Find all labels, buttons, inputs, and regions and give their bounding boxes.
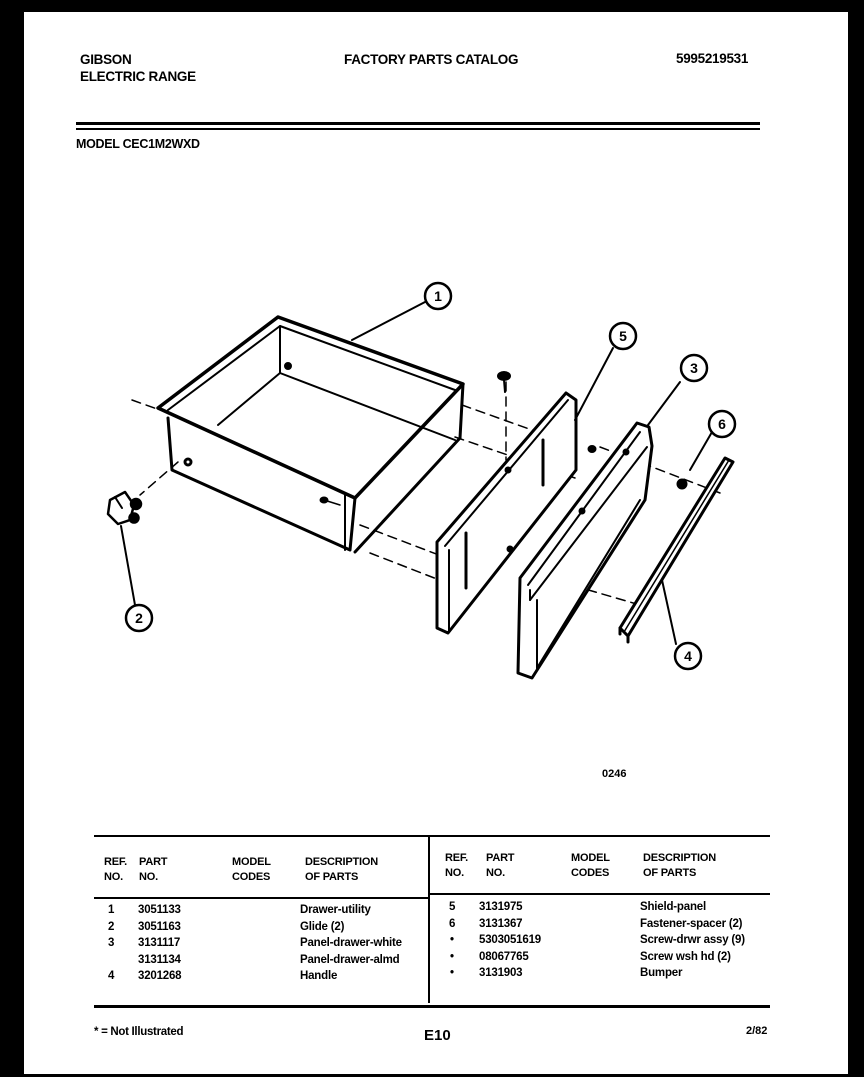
- callout-3: 3: [690, 360, 698, 376]
- left-header-part: PART NO.: [139, 856, 168, 883]
- catalog-number: 5995219531: [676, 50, 749, 67]
- callout-1: 1: [434, 288, 442, 304]
- exploded-parts-diagram: [24, 12, 848, 812]
- table-divider: [428, 835, 430, 1003]
- product-name: ELECTRIC RANGE: [80, 68, 196, 85]
- table-top-rule: [94, 835, 770, 837]
- right-header-desc: DESCRIPTION OF PARTS: [643, 852, 716, 879]
- drawer-utility-part: [158, 317, 463, 552]
- right-header-rule: [430, 893, 770, 895]
- figure-code: 0246: [602, 768, 627, 780]
- left-header-model: MODEL CODES: [232, 856, 271, 883]
- catalog-title: FACTORY PARTS CATALOG: [344, 51, 519, 68]
- table-bottom-rule: [94, 1005, 770, 1008]
- callout-4: 4: [684, 648, 692, 664]
- brand-name: GIBSON: [80, 51, 132, 68]
- callout-6: 6: [718, 416, 726, 432]
- callout-5: 5: [619, 328, 627, 344]
- right-header-model: MODEL CODES: [571, 852, 610, 879]
- left-header-ref: REF. NO.: [104, 856, 128, 883]
- screw-part: [498, 372, 510, 392]
- left-header-rule: [94, 897, 428, 899]
- right-header-part: PART NO.: [486, 852, 515, 879]
- callout-2: 2: [135, 610, 143, 626]
- model-label: MODEL CEC1M2WXD: [76, 136, 200, 152]
- left-header-desc: DESCRIPTION OF PARTS: [305, 856, 378, 883]
- page-code: E10: [424, 1027, 451, 1044]
- right-header-ref: REF. NO.: [445, 852, 469, 879]
- revision-date: 2/82: [746, 1025, 768, 1037]
- catalog-page: GIBSON ELECTRIC RANGE FACTORY PARTS CATALOG 5995219531 MODEL CEC1M2WXD 1 2 3 4 5 6 0246 REF. NO. PART NO. MODEL CODES DESCRIPTION OF PARTS REF. NO. PART NO. MODEL CODES DESCRIPTION OF PARTS 1 3051133 Drawer-utility 2 3051163 Glide (2) 3 3131117 Panel-drawer-white 3131134 Panel-drawer-almd 4 3201268 Handle 5 3131975 Shield-panel 6 3131367 Fastener-spacer (2) • 5303051619 Screw-drwr assy (9) • 08067765 Screw wsh hd (2) • 3131903 Bumper * = Not Illustrated E10 2/82: [24, 12, 848, 1074]
- fastener-spacer-part: [677, 479, 687, 489]
- not-illustrated-legend: * = Not Illustrated: [94, 1026, 184, 1038]
- glide-part: [108, 492, 141, 524]
- screw-mid: [588, 446, 596, 453]
